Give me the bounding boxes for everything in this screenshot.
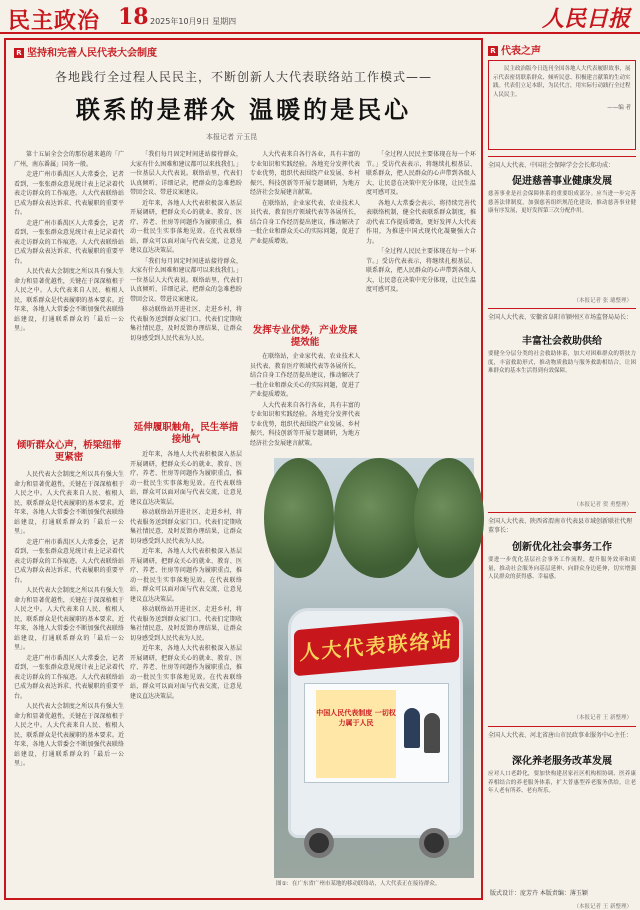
person-figure bbox=[404, 708, 420, 748]
wheel-shape bbox=[419, 828, 449, 858]
page-number: 18 bbox=[118, 4, 149, 30]
poster-text: 中国人民代表制度 一切权力属于人民 bbox=[316, 709, 396, 727]
station-poster bbox=[316, 690, 396, 778]
side-column bbox=[488, 38, 636, 910]
r-badge-icon: R bbox=[14, 48, 24, 58]
editor-note bbox=[488, 60, 636, 150]
paragraph: 走进广州市番禺区人大常委会，记者看到，一张张群众意见统计表上记录着代表走访群众的工作痕迹。人大代表联络站已成为群众表达诉求、代表履职的重要平台。 bbox=[14, 654, 124, 700]
article-headline: 联系的是群众 温暖的是民心 bbox=[75, 95, 412, 124]
editor-note-text: 民主政治版今日选刊全国各地人大代表履职故事，展示代表密切联系群众、倾听民意、积极建言献策的生动实践。代表们立足本职，为民代言，用实际行动践行全过程人民民主。 bbox=[493, 66, 631, 98]
divider bbox=[488, 726, 636, 727]
item-source: （本报记者 贺 勇整理） bbox=[573, 502, 632, 508]
item-text: 要健全分层分类的社会救助体系，加大对困难群众的帮扶力度，丰富救助形式，推动物质救助与服务救助相结合，让困难群众的基本生活得到有效保障。 bbox=[488, 351, 636, 374]
text-column-1 bbox=[14, 150, 124, 390]
paragraph: 人民代表大会制度之所以具有强大生命力和显著优越性，关键在于深深植根于人民之中。人大代表来自人民、植根人民，联系群众是代表履职的基本要求。近年来，各地人大常委会不断加强代表联络站建设，打通联系群众的「最后一公里」。 bbox=[14, 268, 124, 332]
text-column-1b bbox=[14, 470, 124, 895]
item-headline: 深化养老服务改革发展 bbox=[512, 756, 612, 767]
column-label-text: 坚持和完善人民代表大会制度 bbox=[27, 48, 157, 59]
text-column-3b bbox=[250, 352, 360, 452]
paragraph: 「我们每月固定时间进站接待群众，大家有什么困难和建议都可以来找我们。」一位基层人大代表说。联络站里，代表们认真倾听、详细记录，把群众的急难愁盼带回会议、带进议案建议。 bbox=[130, 257, 242, 303]
item-headline: 促进慈善事业健康发展 bbox=[512, 176, 612, 187]
side-title-text: 代表之声 bbox=[501, 46, 541, 57]
paragraph: 移动联络站开进社区、走进乡村，将代表服务送到群众家门口。代表们定期收集社情民意，及时反馈办理结果，让群众切身感受到人民代表为人民。 bbox=[130, 306, 242, 342]
paragraph: 近年来，各地人大代表积极深入基层开展调研，把群众关心的就业、教育、医疗、养老、住房等问题作为履职重点，推动一批民生实事落地见效。在代表联络站，群众可以面对面与代表交流，让意见建议直达决策层。 bbox=[130, 645, 242, 700]
article-photo bbox=[274, 458, 474, 878]
main-article bbox=[4, 38, 483, 900]
paragraph: 人民代表大会制度之所以具有强大生命力和显著优越性，关键在于深深植根于人民之中。人大代表来自人民、植根人民，联系群众是代表履职的基本要求。近年来，各地人大常委会不断加强代表联络站建设，打通联系群众的「最后一公里」。 bbox=[14, 471, 124, 535]
paragraph: 走进广州市番禺区人大常委会，记者看到，一张张群众意见统计表上记录着代表走访群众的工作痕迹。人大代表联络站已成为群众表达诉求、代表履职的重要平台。 bbox=[14, 538, 124, 584]
text-column-2 bbox=[130, 150, 242, 420]
item-source: （本报记者 王 新整理） bbox=[573, 904, 632, 910]
masthead bbox=[0, 0, 640, 34]
paragraph: 第十五届全会会的那份越来越的「广广州，南东番属」国务一般。 bbox=[14, 151, 124, 168]
article-kicker: 各地践行全过程人民民主，不断创新人大代表联络站工作模式—— bbox=[54, 70, 432, 84]
item-text: 应对人口老龄化，要加快构建居家社区机构相协调、医养康养相结合的养老服务体系，扩大普惠型养老服务供给，让老年人老有所养、老有所乐。 bbox=[488, 771, 636, 794]
paragraph: 在联络站，企业家代表、农业技术人员代表、教育医疗领域代表等各展所长，结合自身工作经历提出建议，推动解决了一批企业和群众关心的实际问题，促进了产业提质增效。 bbox=[250, 353, 360, 398]
text-column-3 bbox=[250, 150, 360, 320]
side-title bbox=[488, 42, 541, 57]
item-source: （本报记者 王 新整理） bbox=[573, 715, 632, 721]
paragraph: 在联络站，企业家代表、农业技术人员代表、教育医疗领域代表等各展所长，结合自身工作经历提出建议，推动解决了一批企业和群众关心的实际问题，促进了产业提质增效。 bbox=[250, 199, 360, 245]
item-headline: 丰富社会救助供给 bbox=[522, 336, 602, 347]
paragraph: 走进广州市番禺区人大常委会，记者看到，一张张群众意见统计表上记录着代表走访群众的工作痕迹。人大代表联络站已成为群众表达诉求、代表履职的重要平台。 bbox=[14, 171, 124, 216]
item-text: 慈善事业是社会保障体系的重要组成部分。应当进一步完善慈善法律制度，加强慈善组织规范化建设，推动慈善事业健康有序发展，更好发挥第三次分配作用。 bbox=[488, 191, 636, 214]
article-byline: 本报记者 亓玉昆 bbox=[206, 133, 258, 141]
page-credits: 版式设计：庞芳卉 本版责编：薄玉颖 bbox=[490, 890, 588, 897]
station-banner: 人大代表联络站 bbox=[294, 616, 459, 676]
wheel-shape bbox=[304, 828, 334, 858]
paragraph: 「全过程人民民主要体现在每一个环节。」受访代表表示，将继续扎根基层、联系群众，把人民群众的心声带到各级人大，让民意在决策中充分体现，让民生温度可感可及。 bbox=[366, 151, 476, 196]
item-speaker: 全国人大代表、安徽省阜阳市颍州区市场监督局局长： bbox=[488, 314, 633, 321]
divider bbox=[488, 308, 636, 309]
item-speaker: 全国人大代表、河北省唐山市民政事业服务中心主任： bbox=[488, 732, 633, 739]
column-label bbox=[14, 44, 157, 59]
item-speaker: 全国人大代表、陕西省渭南市代表县市域创新联社代理董事长： bbox=[488, 518, 633, 534]
item-speaker: 全国人大代表、中国社会保障学会会长郑功成： bbox=[488, 162, 615, 169]
person-figure bbox=[424, 713, 440, 753]
newspaper-logo: 人民日报 bbox=[541, 6, 630, 32]
item-text: 要进一步优化基层社会事务工作流程，提升服务效率和质量，推动社会服务向基层延伸、向群众身边延伸，切实增强人民群众的获得感、幸福感。 bbox=[488, 557, 636, 580]
subhead-2: 延伸履职触角，民生举措接地气 bbox=[133, 422, 239, 445]
paragraph: 移动联络站开进社区、走进乡村，将代表服务送到群众家门口。代表们定期收集社情民意，及时反馈办理结果，让群众切身感受到人民代表为人民。 bbox=[130, 509, 242, 545]
photo-caption: 图①：在广东省广州市某地的移动联络站，人大代表正在接待群众。 bbox=[276, 881, 441, 887]
paragraph: 移动联络站开进社区、走进乡村，将代表服务送到群众家门口。代表们定期收集社情民意，及时反馈办理结果，让群众切身感受到人民代表为人民。 bbox=[130, 606, 242, 642]
subhead-3: 发挥专业优势，产业发展提效能 bbox=[252, 325, 358, 348]
paragraph: 近年来，各地人大代表积极深入基层开展调研，把群众关心的就业、教育、医疗、养老、住房等问题作为履职重点，推动一批民生实事落地见效。在代表联络站，群众可以面对面与代表交流，让意见建议直达决策层。 bbox=[130, 451, 242, 506]
paragraph: 「全过程人民民主要体现在每一个环节。」受访代表表示，将继续扎根基层、联系群众，把人民群众的心声带到各级人大，让民意在决策中充分体现，让民生温度可感可及。 bbox=[366, 248, 476, 293]
text-column-4 bbox=[366, 150, 476, 452]
subhead-1: 倾听群众心声，桥梁纽带更紧密 bbox=[16, 440, 122, 463]
paragraph: 走进广州市番禺区人大常委会，记者看到，一张张群众意见统计表上记录着代表走访群众的工作痕迹。人大代表联络站已成为群众表达诉求、代表履职的重要平台。 bbox=[14, 219, 124, 265]
editor-note-sign: ——编 者 bbox=[607, 105, 631, 111]
paragraph: 「我们每月固定时间进站接待群众，大家有什么困难和建议都可以来找我们。」一位基层人大代表说。联络站里，代表们认真倾听、详细记录，把群众的急难愁盼带回会议、带进议案建议。 bbox=[130, 151, 242, 196]
paragraph: 近年来，各地人大代表积极深入基层开展调研，把群众关心的就业、教育、医疗、养老、住房等问题作为履职重点，推动一批民生实事落地见效。在代表联络站，群众可以面对面与代表交流，让意见建议直达决策层。 bbox=[130, 199, 242, 254]
paragraph: 各地人大常委会表示，将持续完善代表联络机制，健全代表联系群众制度，推动代表工作提质增效，更好发挥人大代表作用，为推进中国式现代化凝聚强大合力。 bbox=[366, 199, 476, 245]
r-badge-icon: R bbox=[488, 46, 498, 56]
paragraph: 人民代表大会制度之所以具有强大生命力和显著优越性，关键在于深深植根于人民之中。人大代表来自人民、植根人民，联系群众是代表履职的基本要求。近年来，各地人大常委会不断加强代表联络站建设，打通联系群众的「最后一公里」。 bbox=[14, 703, 124, 767]
item-source: （本报记者 张 璁整理） bbox=[573, 298, 632, 304]
tree-shape bbox=[264, 458, 334, 578]
divider bbox=[488, 512, 636, 513]
item-headline: 创新优化社会事务工作 bbox=[512, 542, 612, 553]
tree-shape bbox=[334, 458, 424, 578]
text-column-2b bbox=[130, 450, 242, 895]
tree-shape bbox=[414, 458, 484, 578]
spacer bbox=[250, 456, 270, 457]
divider bbox=[488, 156, 636, 157]
paragraph: 近年来，各地人大代表积极深入基层开展调研，把群众关心的就业、教育、医疗、养老、住房等问题作为履职重点，推动一批民生实事落地见效。在代表联络站，群众可以面对面与代表交流，让意见建议直达决策层。 bbox=[130, 548, 242, 603]
paragraph: 人大代表来自各行各业，具有丰富的专业知识和实践经验。各地充分发挥代表专业优势，组织代表围绕产业发展、乡村振兴、科技创新等开展专题调研，为地方经济社会发展建言献策。 bbox=[250, 151, 360, 196]
section-name: 民主政治 bbox=[8, 8, 101, 34]
paragraph: 人民代表大会制度之所以具有强大生命力和显著优越性，关键在于深深植根于人民之中。人大代表来自人民、植根人民，联系群众是代表履职的基本要求。近年来，各地人大常委会不断加强代表联络站建设，打通联系群众的「最后一公里」。 bbox=[14, 587, 124, 651]
paragraph: 人大代表来自各行各业，具有丰富的专业知识和实践经验。各地充分发挥代表专业优势，组织代表围绕产业发展、乡村振兴、科技创新等开展专题调研，为地方经济社会发展建言献策。 bbox=[250, 401, 360, 447]
issue-date: 2025年10月9日 星期四 bbox=[150, 17, 237, 26]
